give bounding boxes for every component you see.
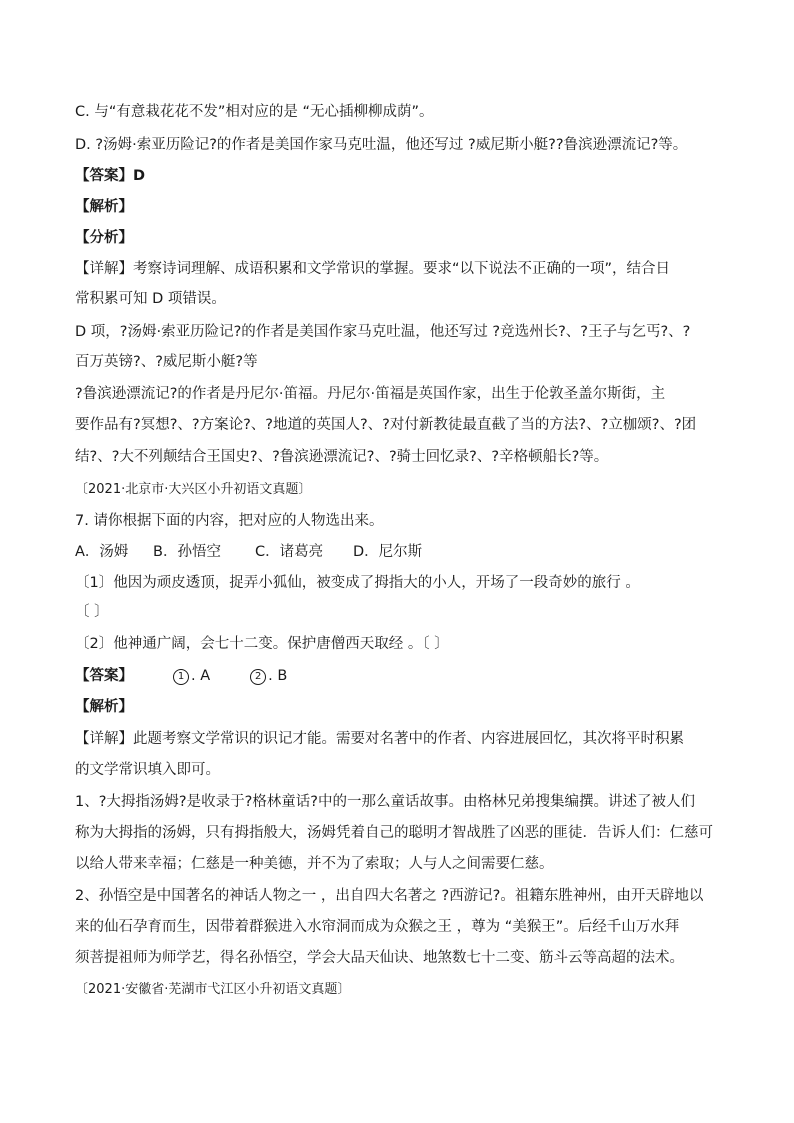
answer-row <box>75 666 725 686</box>
sun-wukong-paragraph-line: 须菩提祖师为师学艺，得名孙悟空，学会大品天仙诀、地煞数七十二变、筋斗云等高超的法术。 <box>75 950 684 966</box>
sun-wukong-paragraph-line: 来的仙石孕育而生，因带着群猴进入水帘洞而成为众猴之王 ，尊为 “美猴王”。后经千山万水拜 <box>75 919 680 935</box>
thumb-tom-paragraph-line: 1、?大拇指汤姆?是收录于?格林童话?中的一那么童话故事。由格林兄弟搜集编撰。讲述了被人们 <box>75 794 696 810</box>
answer-blank-1: 〔 〕 <box>75 604 109 620</box>
thumb-tom-paragraph-line: 称为大拇指的汤姆，只有拇指般大，汤姆凭着自己的聪明才智战胜了凶恶的匪徒．告诉人们：仁慈可 <box>75 825 713 841</box>
circled-number-2: 2 <box>250 669 266 685</box>
option-d: D．尼尔斯 <box>353 544 423 560</box>
detail-paragraph-line: 要作品有?冥想?、?方案论?、?地道的英国人?、?对付新教徒最直截了当的方法?、?立枷颂?、?团 <box>75 417 697 433</box>
option-b: B．孙悟空 <box>153 544 221 560</box>
source-note: 〔2021·北京市·大兴区小升初语文真题〕 <box>75 482 312 497</box>
detail-paragraph-2-line: 的文学常识填入即可。 <box>75 762 220 778</box>
sub-question-1: 〔1〕他因为顽皮透顶，捉弄小狐仙，被变成了拇指大的小人，开场了一段奇妙的旅行 。 <box>75 575 640 591</box>
detail-paragraph-line: 百万英镑?、?威尼斯小艇?等 <box>75 354 258 370</box>
option-a: A．汤姆 <box>75 544 129 560</box>
analysis-heading: 【解析】 <box>75 199 133 215</box>
answer-options <box>75 542 725 562</box>
detail-paragraph-line: 结?、?大不列颠结合王国史?、?鲁滨逊漂流记?、?骑士回忆录?、?辛格顿船长?等。 <box>75 449 609 465</box>
thumb-tom-paragraph-line: 以给人带来幸福；仁慈是一种美德，并不为了索取；人与人之间需要仁慈。 <box>75 856 554 872</box>
answer-tag: 【答案】 <box>75 668 133 684</box>
answer-label: 【答案】D <box>75 168 146 184</box>
option-c-text: C. 与“有意栽花花不发”相对应的是 “无心插柳柳成荫”。 <box>75 104 434 120</box>
detail-paragraph-line: D 项，?汤姆·索亚历险记?的作者是美国作家马克吐温，他还写过 ?竞选州长?、?王子与乞丐?、? <box>75 324 691 340</box>
fenxi-heading: 【分析】 <box>75 230 133 246</box>
detail-paragraph-2-line: 【详解】此题考察文学常识的识记才能。需要对名著中的作者、内容进展回忆，其次将平时积累 <box>75 731 684 747</box>
option-d-text: D. ?汤姆·索亚历险记?的作者是美国作家马克吐温，他还写过 ?威尼斯小艇??鲁滨逊漂流记?等。 <box>75 137 688 153</box>
sun-wukong-paragraph-line: 2、孙悟空是中国著名的神话人物之一 ，出自四大名著之 ?西游记?。祖籍东胜神州，由开天辟地以 <box>75 888 704 904</box>
sub-question-2: 〔2〕他神通广阔，会七十二变。保护唐僧西天取经 。〔 〕 <box>75 636 449 652</box>
analysis-heading-2: 【解析】 <box>75 699 133 715</box>
detail-paragraph-line: 【详解】考察诗词理解、成语积累和文学常识的掌握。要求“以下说法不正确的一项”，结合日 <box>75 261 671 277</box>
answer-2-value: . B <box>268 668 288 684</box>
circled-number-1: 1 <box>173 669 189 685</box>
detail-paragraph-line: 常积累可知 D 项错误。 <box>75 291 226 307</box>
question-7-title: 7. 请你根据下面的内容，把对应的人物选出来。 <box>75 513 384 529</box>
answer-1-value: . A <box>191 668 211 684</box>
detail-paragraph-line: ?鲁滨逊漂流记?的作者是丹尼尔·笛福。丹尼尔·笛福是英国作家，出生于伦敦圣盖尔斯街，主 <box>75 386 666 402</box>
source-note-2: 〔2021·安徽省·芜湖市弋江区小升初语文真题〕 <box>75 982 351 997</box>
option-c: C．诸葛亮 <box>255 544 324 560</box>
